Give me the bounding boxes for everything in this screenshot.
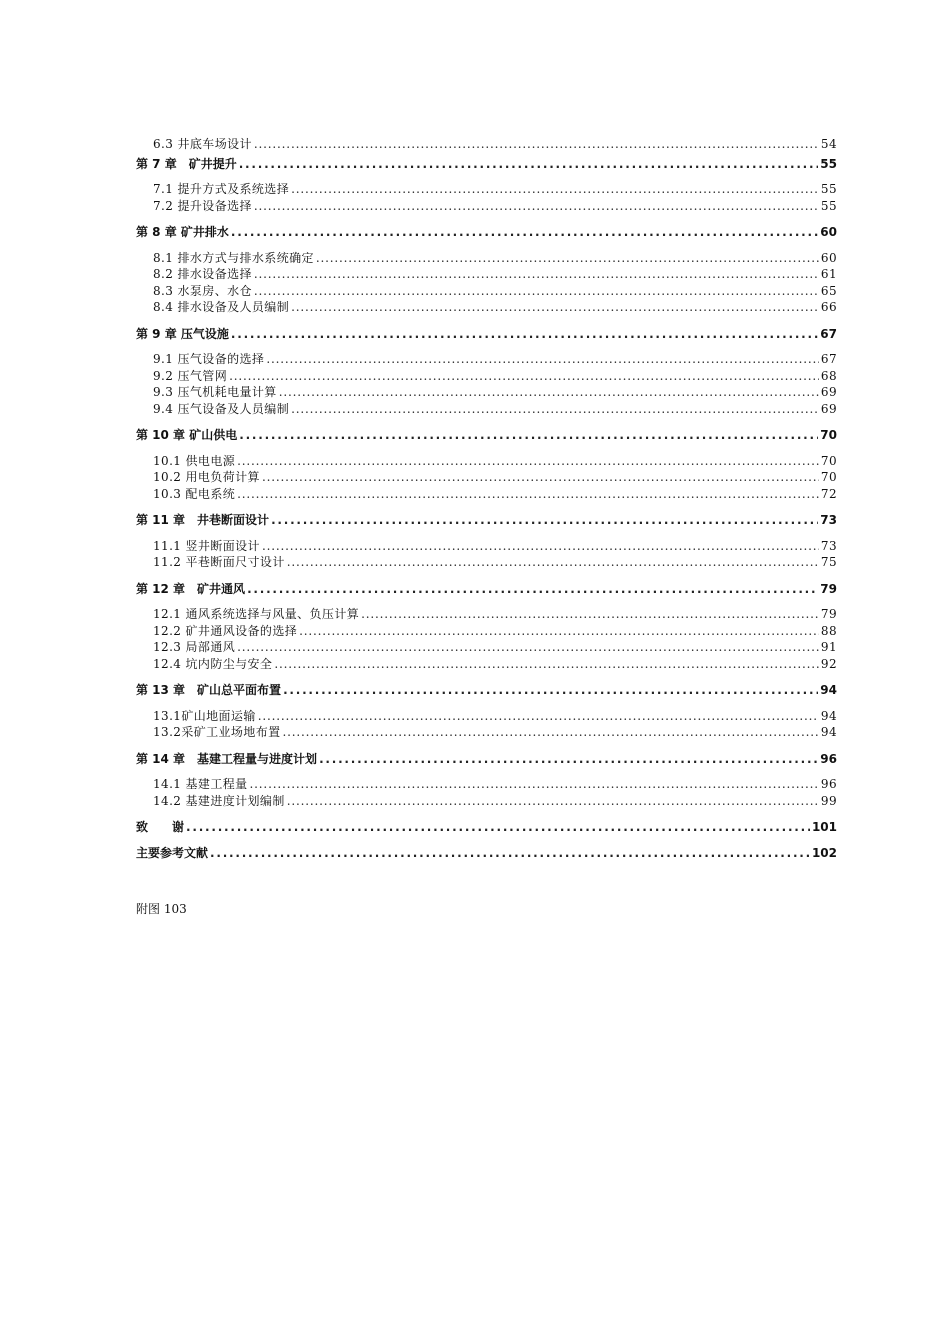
dot-leader [237, 639, 819, 656]
toc-chapter-title: 第 14 章 基建工程量与进度计划 [136, 751, 318, 766]
toc-entry-title: 12.3 局部通风 [153, 640, 236, 654]
toc-appendix[interactable]: 附图 103 [136, 902, 187, 916]
toc-entry[interactable] [136, 266, 837, 283]
toc-entry-title: 9.2 压气管网 [153, 368, 228, 383]
toc-chapter-page: 55 [820, 156, 837, 171]
dot-leader [254, 198, 819, 215]
toc-entry[interactable] [136, 384, 837, 401]
toc-chapter-page: 70 [820, 428, 837, 442]
toc-entry[interactable] [136, 299, 837, 316]
dot-leader [254, 266, 819, 283]
dot-leader [287, 554, 819, 571]
toc-chapter[interactable] [136, 224, 837, 241]
toc-entry-page: 65 [820, 283, 837, 298]
toc-chapter[interactable] [136, 326, 837, 343]
toc-entry[interactable] [136, 639, 837, 656]
toc-chapter[interactable] [136, 581, 837, 598]
toc-entry[interactable] [136, 469, 837, 486]
dot-leader [316, 250, 819, 267]
toc-entry-title: 7.2 提升设备选择 [153, 198, 252, 213]
toc-chapter-title: 第 7 章 矿井提升 [136, 156, 237, 171]
toc-entry-title: 8.1 排水方式与排水系统确定 [153, 250, 314, 265]
toc-entry-page: 55 [820, 198, 837, 213]
toc-entry-page: 66 [820, 300, 837, 314]
toc-entry-page: 96 [820, 777, 837, 791]
toc-entry-title: 8.4 排水设备及人员编制 [153, 300, 290, 314]
toc-entry-page: 94 [820, 725, 837, 739]
dot-leader [237, 486, 819, 503]
toc-chapter-page: 102 [811, 845, 837, 860]
toc-entry[interactable] [136, 623, 837, 640]
toc-entry[interactable] [136, 538, 837, 555]
toc-entry-page: 73 [820, 538, 837, 553]
toc-entry-title: 11.2 平巷断面尺寸设计 [153, 555, 285, 569]
dot-leader [231, 326, 818, 343]
toc-entry-page: 72 [820, 486, 837, 501]
toc-entry-page: 68 [820, 368, 837, 383]
toc-entry-title: 9.1 压气设备的选择 [153, 352, 265, 366]
dot-leader [258, 708, 819, 725]
toc-chapter-title: 第 10 章 矿山供电 [136, 428, 238, 442]
dot-leader [231, 224, 818, 241]
toc-entry[interactable] [136, 181, 837, 198]
toc-chapter-title: 主要参考文献 [136, 845, 209, 860]
toc-entry-page: 67 [820, 352, 837, 366]
toc-chapter[interactable] [136, 751, 837, 768]
toc-entry[interactable] [136, 453, 837, 470]
toc-entry-title: 13.1矿山地面运输 [153, 708, 256, 723]
toc-entry-page: 55 [820, 182, 837, 196]
toc-entry-page: 60 [820, 250, 837, 265]
toc-entry[interactable] [136, 136, 837, 153]
toc-entry-title: 14.2 基建进度计划编制 [153, 793, 285, 808]
dot-leader [262, 538, 819, 555]
toc-chapter-title: 第 11 章 井巷断面设计 [136, 513, 270, 527]
toc-entry[interactable] [136, 724, 837, 741]
toc-entry-page: 69 [820, 385, 837, 399]
dot-leader [279, 384, 819, 401]
toc-chapter-page: 79 [820, 581, 837, 596]
dot-leader [237, 453, 819, 470]
toc-entry[interactable] [136, 656, 837, 673]
toc-entry-page: 88 [820, 623, 837, 638]
toc-chapter-page: 73 [820, 513, 837, 527]
toc-entry-title: 10.2 用电负荷计算 [153, 470, 260, 484]
toc-entry[interactable] [136, 793, 837, 810]
dot-leader [254, 283, 819, 300]
toc-entry[interactable] [136, 351, 837, 368]
toc-entry-page: 75 [820, 555, 837, 569]
toc-entry-page: 99 [820, 793, 837, 808]
toc-entry-title: 8.3 水泵房、水仓 [153, 283, 252, 298]
dot-leader [250, 776, 819, 793]
dot-leader [254, 136, 819, 153]
toc-entry-page: 61 [820, 267, 837, 281]
toc-entry-page: 94 [820, 708, 837, 723]
dot-leader [319, 751, 818, 768]
toc-entry-page: 70 [820, 470, 837, 484]
dot-leader [210, 845, 810, 862]
toc-entry-title: 12.1 通风系统选择与风量、负压计算 [153, 607, 360, 621]
toc-entry-title: 7.1 提升方式及系统选择 [153, 182, 290, 196]
toc-chapter-page: 94 [820, 683, 837, 697]
dot-leader [186, 819, 810, 836]
toc-entry-page: 54 [820, 137, 837, 151]
table-of-contents [136, 136, 837, 870]
toc-entry-title: 6.3 井底车场设计 [153, 137, 252, 151]
toc-entry[interactable] [136, 708, 837, 725]
toc-entry-title: 9.4 压气设备及人员编制 [153, 401, 290, 416]
toc-entry[interactable] [136, 368, 837, 385]
toc-entry-page: 91 [820, 640, 837, 654]
toc-entry-title: 9.3 压气机耗电量计算 [153, 385, 277, 399]
toc-entry[interactable] [136, 198, 837, 215]
dot-leader [239, 427, 818, 444]
toc-chapter[interactable] [136, 156, 837, 173]
toc-entry-page: 69 [820, 401, 837, 416]
toc-chapter[interactable] [136, 512, 837, 529]
toc-acknowledgements[interactable] [136, 819, 837, 836]
toc-chapter-title: 致 谢 [136, 820, 185, 834]
toc-entry[interactable] [136, 486, 837, 503]
toc-entry-title: 13.2采矿工业场地布置 [153, 725, 281, 739]
toc-entry[interactable] [136, 401, 837, 418]
toc-entry-page: 70 [820, 453, 837, 468]
toc-entry[interactable] [136, 283, 837, 300]
dot-leader [283, 724, 819, 741]
toc-entry-page: 92 [820, 656, 837, 671]
toc-chapter-page: 60 [820, 225, 837, 239]
dot-leader [239, 156, 819, 173]
dot-leader [361, 606, 819, 623]
toc-chapter-title: 第 13 章 矿山总平面布置 [136, 683, 282, 697]
toc-chapter[interactable] [136, 682, 837, 699]
dot-leader [271, 512, 818, 529]
toc-entry[interactable] [136, 554, 837, 571]
toc-chapter-page: 101 [811, 820, 837, 834]
dot-leader [287, 793, 819, 810]
toc-entry[interactable] [136, 606, 837, 623]
toc-entry-title: 11.1 竖井断面设计 [153, 538, 260, 553]
toc-entry-title: 14.1 基建工程量 [153, 777, 248, 791]
toc-chapter-title: 第 9 章 压气设施 [136, 326, 229, 341]
toc-entry-title: 10.3 配电系统 [153, 486, 236, 501]
dot-leader [229, 368, 819, 385]
dot-leader [266, 351, 819, 368]
toc-entry[interactable] [136, 250, 837, 267]
toc-entry-title: 12.2 矿井通风设备的选择 [153, 623, 298, 638]
toc-entry-title: 12.4 坑内防尘与安全 [153, 656, 273, 671]
toc-entry-page: 79 [820, 607, 837, 621]
toc-chapter-page: 67 [820, 326, 837, 341]
toc-entry-title: 8.2 排水设备选择 [153, 267, 252, 281]
toc-chapter[interactable] [136, 427, 837, 444]
toc-chapter-title: 第 12 章 矿井通风 [136, 581, 246, 596]
dot-leader [274, 656, 819, 673]
dot-leader [262, 469, 819, 486]
toc-entry-title: 10.1 供电电源 [153, 453, 236, 468]
dot-leader [247, 581, 818, 598]
toc-chapter-title: 第 8 章 矿井排水 [136, 225, 229, 239]
dot-leader [291, 181, 819, 198]
dot-leader [291, 299, 819, 316]
toc-references[interactable] [136, 845, 837, 862]
toc-chapter-page: 96 [820, 751, 837, 766]
toc-entry[interactable] [136, 776, 837, 793]
dot-leader [299, 623, 819, 640]
dot-leader [291, 401, 819, 418]
dot-leader [283, 682, 818, 699]
